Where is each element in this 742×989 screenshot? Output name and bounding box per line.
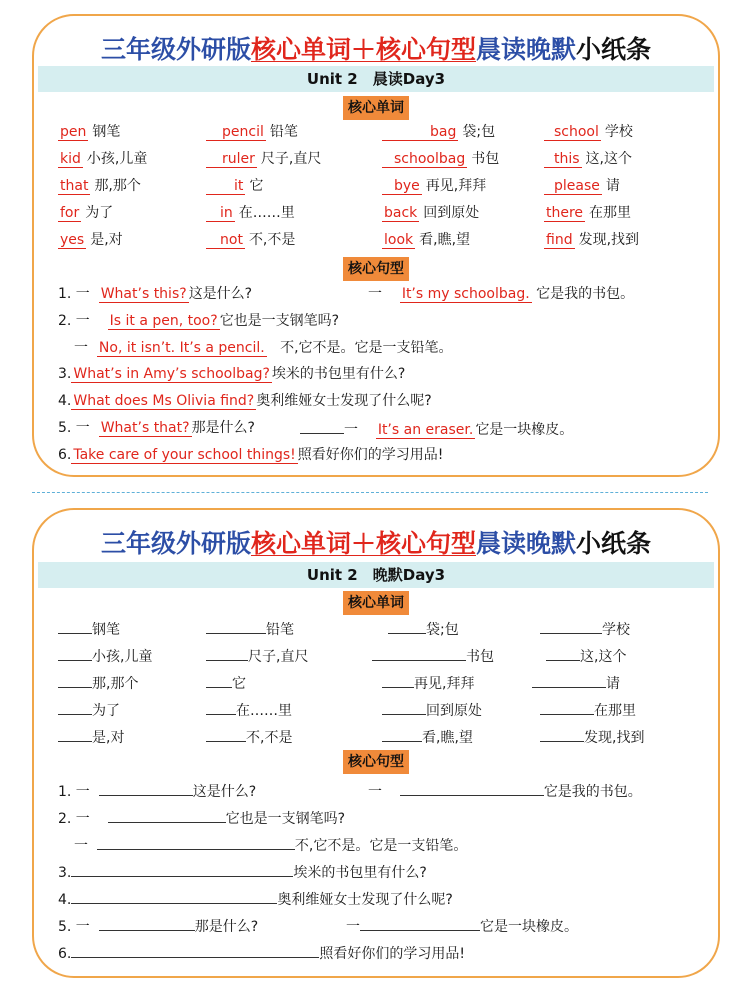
word-meaning: 铅笔 [269, 124, 298, 140]
word-blank[interactable] [372, 645, 466, 661]
word-cell [372, 645, 494, 667]
word-blank[interactable] [532, 672, 606, 688]
word-answer: pen [60, 124, 87, 140]
word-meaning: 发现,找到 [584, 730, 645, 746]
word-meaning: 尺子,直尺 [260, 151, 322, 167]
word-cell [58, 230, 123, 250]
word-blank[interactable] [58, 699, 92, 715]
word-cell [206, 230, 295, 250]
sentence-6: 6. Take care of your school things! 照看好你们的学习用品! [58, 447, 444, 463]
title-part-core: 核心单词＋核心句型 [250, 529, 476, 558]
word-cell [206, 726, 292, 748]
answer: Take care of your school things! [73, 447, 296, 463]
word-answer: school [544, 124, 601, 141]
sentence-5: 5. 一 What’s that? 那是什么? [58, 420, 255, 436]
word-cell [58, 122, 120, 142]
word-cell [546, 645, 626, 667]
word-answer: schoolbag [382, 151, 467, 168]
answer-blank[interactable] [99, 780, 193, 796]
word-blank[interactable] [388, 618, 426, 634]
word-meaning: 在那里 [589, 205, 632, 221]
word-cell [544, 203, 631, 223]
word-meaning: 小孩,儿童 [86, 151, 148, 167]
word-answer: back [384, 205, 418, 221]
sentence-1: 1. 一 这是什么? [58, 780, 256, 802]
answer-blank[interactable] [71, 942, 319, 958]
word-cell [382, 672, 474, 694]
word-cell [544, 176, 620, 196]
sentence-1: 1. 一 What’s this? 这是什么? [58, 286, 253, 302]
word-meaning: 发现,找到 [578, 232, 640, 248]
word-cell [544, 230, 639, 250]
sentence-2: 2. 一 Is it a pen, too? 它也是一支钢笔吗? [58, 313, 340, 329]
word-meaning: 不,不是 [246, 730, 293, 746]
word-cell [540, 699, 636, 721]
word-blank[interactable] [382, 699, 426, 715]
word-meaning: 学校 [602, 622, 630, 638]
word-meaning: 那,那个 [92, 676, 139, 692]
word-blank[interactable] [382, 672, 414, 688]
title-part-grade: 三年级外研版 [100, 529, 251, 558]
word-meaning: 在……里 [238, 205, 295, 221]
word-answer: please [544, 178, 602, 195]
sentence-4: 4. What does Ms Olivia find? 奥利维娅女士发现了什么呢? [58, 393, 432, 409]
word-answer: for [60, 205, 80, 221]
word-cell [532, 672, 620, 694]
evening-dictation-card [32, 508, 720, 978]
word-cell [382, 203, 479, 223]
core-sentences-tag: 核心句型 [343, 750, 409, 774]
word-meaning: 再见,拜拜 [414, 676, 475, 692]
word-meaning: 这,这个 [580, 649, 627, 665]
answer-blank[interactable] [400, 780, 544, 796]
title-part-reading: 晨读晚默 [476, 529, 577, 558]
cut-line [32, 492, 708, 493]
word-blank[interactable] [540, 618, 602, 634]
word-blank[interactable] [206, 645, 248, 661]
word-blank[interactable] [58, 618, 92, 634]
word-meaning: 小孩,儿童 [92, 649, 153, 665]
word-blank[interactable] [206, 618, 266, 634]
title-part-grade: 三年级外研版 [100, 35, 251, 64]
word-meaning: 在……里 [236, 703, 292, 719]
word-cell [58, 726, 124, 748]
sentence-3: 3. 埃米的书包里有什么? [58, 861, 427, 883]
word-answer: there [546, 205, 584, 221]
word-blank[interactable] [206, 726, 246, 742]
word-meaning: 钢笔 [92, 622, 120, 638]
word-meaning: 在那里 [594, 703, 636, 719]
answer: What’s that? [100, 420, 190, 436]
title-part-note: 小纸条 [576, 529, 652, 558]
word-meaning: 这,这个 [585, 151, 632, 167]
sentence-3: 3. What’s in Amy’s schoolbag? 埃米的书包里有什么? [58, 366, 406, 382]
unit-bar: Unit 2 晚默Day3 [38, 562, 714, 588]
word-cell [544, 149, 632, 169]
word-answer: in [206, 205, 235, 222]
word-meaning: 再见,拜拜 [425, 178, 487, 194]
answer-blank[interactable] [97, 834, 295, 850]
word-meaning: 为了 [85, 205, 114, 221]
word-cell [58, 149, 147, 169]
word-answer: yes [60, 232, 85, 248]
core-words-tag: 核心单词 [343, 96, 409, 120]
word-cell [382, 699, 482, 721]
word-cell [206, 645, 308, 667]
sentence-6: 6. 照看好你们的学习用品! [58, 942, 465, 964]
word-answer: bag [382, 124, 458, 141]
word-blank[interactable] [540, 726, 584, 742]
word-meaning: 学校 [604, 124, 633, 140]
answer-blank[interactable] [71, 888, 277, 904]
word-answer: kid [60, 151, 81, 167]
word-cell [388, 618, 459, 640]
answer: What’s in Amy’s schoolbag? [73, 366, 270, 382]
word-cell [382, 230, 470, 250]
word-meaning: 袋;包 [426, 622, 459, 638]
word-meaning: 书包 [466, 649, 494, 665]
word-answer: look [384, 232, 414, 248]
title-part-reading: 晨读晚默 [476, 35, 577, 64]
word-answer: ruler [206, 151, 257, 168]
answer-blank[interactable] [360, 915, 480, 931]
sentence-1-reply: 一 It’s my schoolbag. 它是我的书包。 [368, 286, 635, 302]
word-cell [206, 699, 292, 721]
word-cell [58, 672, 138, 694]
word-blank[interactable] [58, 672, 92, 688]
word-blank[interactable] [546, 645, 580, 661]
word-meaning: 回到原处 [423, 205, 480, 221]
word-cell [544, 122, 633, 142]
word-cell [206, 149, 321, 169]
sentence-4: 4. 奥利维娅女士发现了什么呢? [58, 888, 453, 910]
answer-blank[interactable] [71, 861, 293, 877]
word-meaning: 书包 [471, 151, 500, 167]
word-answer: not [206, 232, 245, 249]
word-cell [206, 203, 295, 223]
word-answer: it [206, 178, 245, 195]
word-cell [58, 699, 120, 721]
word-answer: this [544, 151, 582, 168]
card-title [34, 30, 718, 66]
word-meaning: 看,瞧,望 [422, 730, 473, 746]
word-meaning: 它 [232, 676, 246, 692]
word-answer: that [60, 178, 89, 194]
word-cell [206, 176, 263, 196]
word-cell [206, 672, 246, 694]
word-meaning: 是,对 [92, 730, 125, 746]
word-cell [206, 618, 294, 640]
word-blank[interactable] [540, 699, 594, 715]
sentence-5-reply: 一 It’s an eraser. 它是一块橡皮。 [300, 418, 573, 440]
sentence-5-reply: 一 它是一块橡皮。 [346, 915, 578, 937]
word-cell [540, 726, 644, 748]
sentence-1-reply: 一 它是我的书包。 [368, 780, 642, 802]
answer: What’s this? [100, 286, 187, 302]
answer-blank[interactable] [99, 915, 195, 931]
word-answer: pencil [206, 124, 266, 141]
unit-bar: Unit 2 晨读Day3 [38, 66, 714, 92]
word-meaning: 是,对 [90, 232, 123, 248]
sentence-5: 5. 一 那是什么? [58, 915, 258, 937]
word-meaning: 铅笔 [266, 622, 294, 638]
word-meaning: 它 [249, 178, 264, 194]
word-meaning: 请 [606, 676, 620, 692]
word-cell [58, 203, 113, 223]
sentence-2-reply: 一 不,它不是。它是一支铅笔。 [74, 834, 467, 856]
sentence-2-reply: 一 No, it isn’t. It’s a pencil. 不,它不是。它是一支铅笔。 [74, 340, 453, 356]
word-meaning: 回到原处 [426, 703, 482, 719]
word-answer: bye [382, 178, 422, 195]
word-cell [382, 176, 486, 196]
answer: No, it isn’t. It’s a pencil. [98, 340, 265, 356]
word-blank[interactable] [206, 699, 236, 715]
word-cell [58, 645, 152, 667]
word-blank[interactable] [206, 672, 232, 688]
word-meaning: 请 [605, 178, 620, 194]
word-cell [382, 726, 473, 748]
word-cell [58, 176, 141, 196]
word-meaning: 钢笔 [92, 124, 121, 140]
title-part-core: 核心单词＋核心句型 [250, 35, 476, 64]
answer: It’s my schoolbag. [401, 286, 530, 302]
answer: Is it a pen, too? [109, 313, 218, 329]
word-cell [206, 122, 298, 142]
word-meaning: 看,瞧,望 [419, 232, 471, 248]
word-meaning: 不,不是 [248, 232, 296, 248]
word-cell [540, 618, 630, 640]
answer-blank[interactable] [108, 807, 226, 823]
morning-reading-card [32, 14, 720, 477]
word-blank[interactable] [382, 726, 422, 742]
word-blank[interactable] [58, 645, 92, 661]
word-cell [58, 618, 120, 640]
word-meaning: 为了 [92, 703, 120, 719]
word-meaning: 那,那个 [94, 178, 141, 194]
word-cell [382, 149, 499, 169]
answer: It’s an eraser. [377, 422, 474, 438]
answer: What does Ms Olivia find? [73, 393, 255, 409]
word-blank[interactable] [58, 726, 92, 742]
core-words-tag: 核心单词 [343, 591, 409, 615]
card-title [34, 524, 718, 560]
word-cell [382, 122, 495, 142]
sentence-2: 2. 一 它也是一支钢笔吗? [58, 807, 345, 829]
core-sentences-tag: 核心句型 [343, 257, 409, 281]
word-meaning: 袋;包 [462, 124, 496, 140]
word-answer: find [546, 232, 573, 248]
title-part-note: 小纸条 [576, 35, 652, 64]
word-meaning: 尺子,直尺 [248, 649, 309, 665]
